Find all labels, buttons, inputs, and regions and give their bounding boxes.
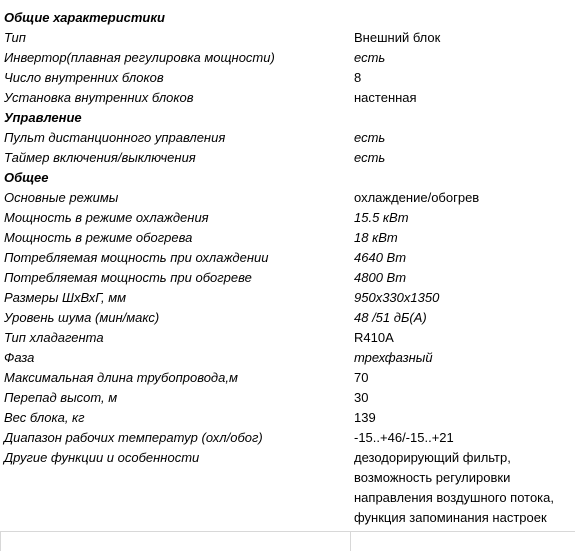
row-label: Установка внутренних блоков	[4, 90, 194, 105]
row-label: Тип хладагента	[4, 330, 104, 345]
row-value-line: направления воздушного потока,	[354, 490, 555, 505]
row-value: 48 /51 дБ(А)	[354, 310, 427, 325]
spec-row-timer	[0, 148, 575, 168]
row-value: 70	[354, 370, 369, 385]
row-label: Уровень шума (мин/макс)	[4, 310, 160, 325]
spec-row-weight	[0, 408, 575, 428]
row-value: 8	[354, 70, 362, 85]
spec-row-type	[0, 28, 575, 48]
row-value: 4640 Вт	[354, 250, 407, 265]
row-value: 4800 Вт	[354, 270, 407, 285]
row-label: Общие характеристики	[4, 10, 165, 25]
row-value: охлаждение/обогрев	[354, 190, 480, 205]
row-label: Максимальная длина трубопровода,м	[4, 370, 238, 385]
row-label: Размеры ШхВхГ, мм	[4, 290, 127, 305]
row-value: настенная	[354, 90, 417, 105]
row-label: Пульт дистанционного управления	[4, 130, 226, 145]
row-label: Мощность в режиме обогрева	[4, 230, 193, 245]
row-value: 950x330x1350	[354, 290, 440, 305]
spec-row-height-diff	[0, 388, 575, 408]
spec-row-heating-consumption	[0, 268, 575, 288]
row-value: 15.5 кВт	[354, 210, 409, 225]
spec-row-pipe-length	[0, 368, 575, 388]
section-header-general	[0, 8, 575, 28]
spec-row-indoor-mounting	[0, 88, 575, 108]
spec-row-cooling-power	[0, 208, 575, 228]
cell-border	[0, 532, 1, 551]
row-label: Другие функции и особенности	[4, 450, 200, 465]
row-value: Внешний блок	[354, 30, 441, 45]
row-value: 30	[354, 390, 369, 405]
row-label: Управление	[4, 110, 82, 125]
spec-row-inverter	[0, 48, 575, 68]
row-value-line: возможность регулировки	[354, 470, 511, 485]
cell-border	[350, 532, 351, 551]
row-label: Потребляемая мощность при обогреве	[4, 270, 252, 285]
spec-row-phase	[0, 348, 575, 368]
section-header-control	[0, 108, 575, 128]
row-value: есть	[354, 150, 386, 165]
section-header-common	[0, 168, 575, 188]
spec-row-refrigerant	[0, 328, 575, 348]
row-value-line: функция запоминания настроек	[354, 510, 547, 525]
row-label: Потребляемая мощность при охлаждении	[4, 250, 269, 265]
spec-row-heating-power	[0, 228, 575, 248]
cell-border	[0, 531, 575, 532]
row-label: Перепад высот, м	[4, 390, 118, 405]
row-value: 18 кВт	[354, 230, 398, 245]
spec-row-remote	[0, 128, 575, 148]
row-label: Таймер включения/выключения	[4, 150, 196, 165]
row-label: Мощность в режиме охлаждения	[4, 210, 209, 225]
spec-row-dimensions	[0, 288, 575, 308]
row-value: трехфазный	[354, 350, 433, 365]
row-label: Общее	[4, 170, 49, 185]
spec-row-modes	[0, 188, 575, 208]
row-label: Фаза	[4, 350, 35, 365]
row-value: -15..+46/-15..+21	[354, 430, 454, 445]
spec-row-temperature-range	[0, 428, 575, 448]
row-value-line: дезодорирующий фильтр,	[354, 450, 511, 465]
row-value: 139	[354, 410, 376, 425]
spec-row-cooling-consumption	[0, 248, 575, 268]
row-label: Вес блока, кг	[4, 410, 85, 425]
row-label: Тип	[4, 30, 26, 45]
row-value: есть	[354, 130, 386, 145]
row-value: есть	[354, 50, 386, 65]
row-label: Инвертор(плавная регулировка мощности)	[4, 50, 275, 65]
row-label: Диапазон рабочих температур (охл/обог)	[4, 430, 263, 445]
spec-row-other-functions	[0, 448, 575, 528]
spec-row-noise	[0, 308, 575, 328]
row-value: R410A	[354, 330, 394, 345]
row-label: Число внутренних блоков	[4, 70, 164, 85]
spec-sheet	[0, 8, 575, 528]
spec-row-indoor-units	[0, 68, 575, 88]
row-label: Основные режимы	[4, 190, 119, 205]
